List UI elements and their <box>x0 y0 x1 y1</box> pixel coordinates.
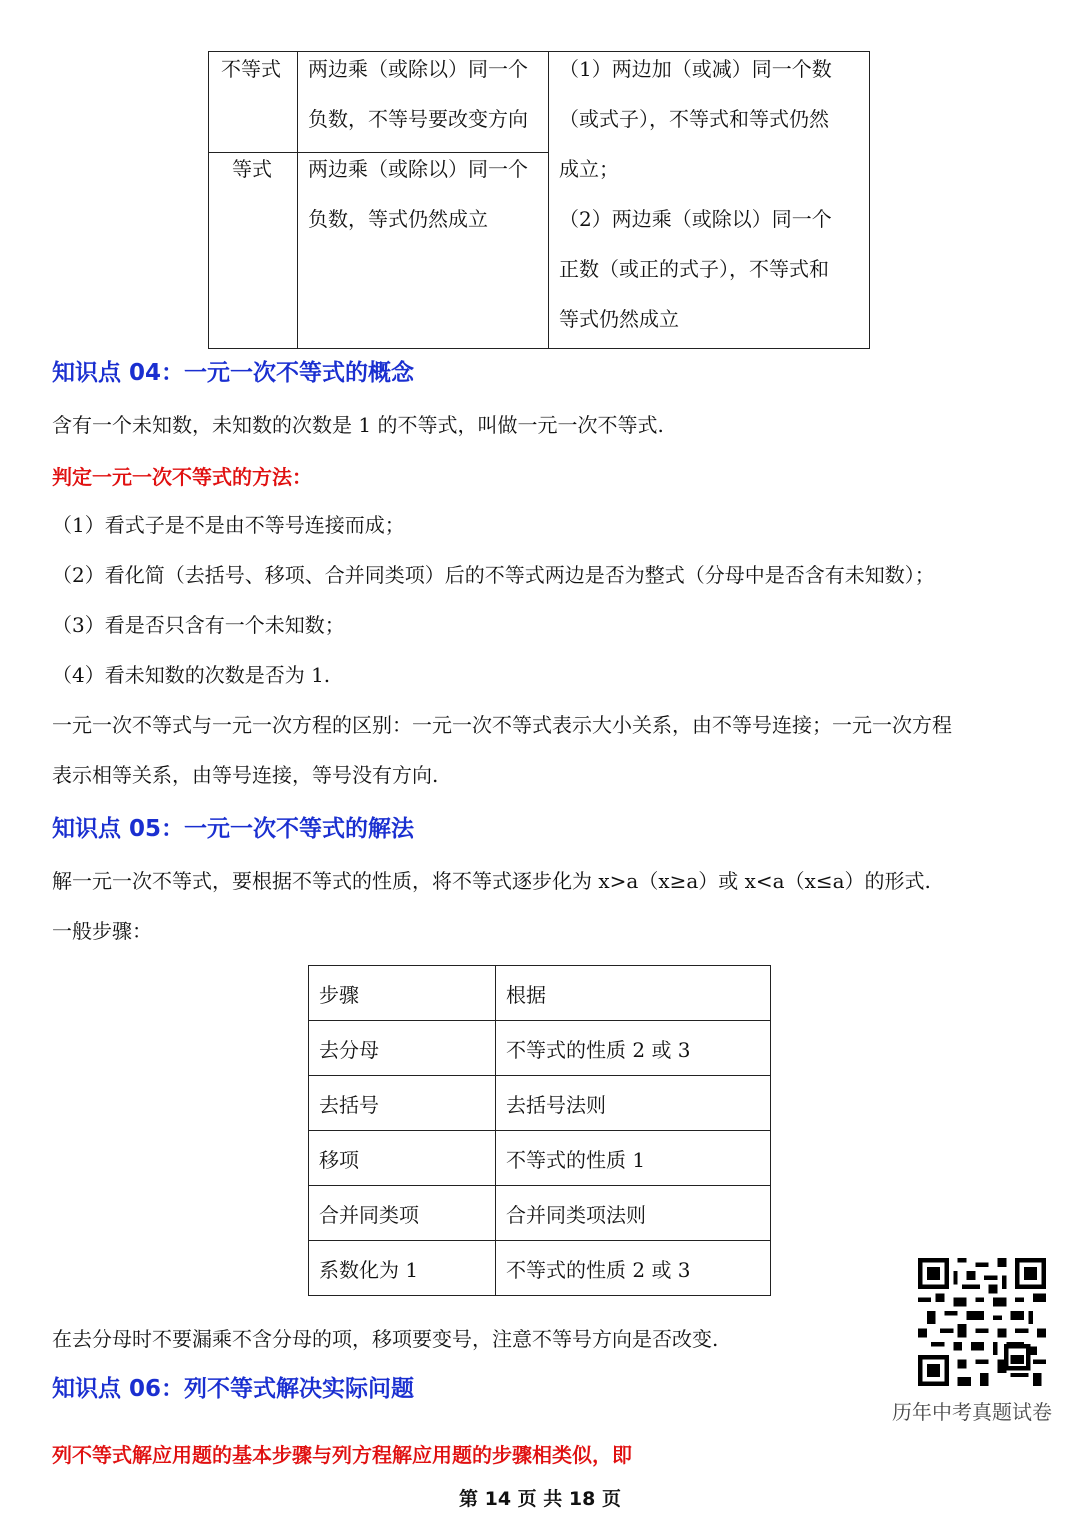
table-cell: 去括号法则 <box>496 1076 771 1131</box>
table-row <box>309 1186 771 1241</box>
table-cell: 不等式的性质 1 <box>496 1131 771 1186</box>
equation-rule-line1: 两边乘（或除以）同一个 <box>308 157 528 181</box>
table-divider <box>297 52 298 348</box>
inequality-rule-line1: 两边乘（或除以）同一个 <box>308 57 528 81</box>
shared-rule-line: （或式子），不等式和等式仍然 <box>559 107 829 131</box>
table-cell: 系数化为 1 <box>309 1241 496 1296</box>
steps-label: 一般步骤： <box>52 919 152 943</box>
table-row <box>309 1131 771 1186</box>
table-header-cell: 根据 <box>496 966 771 1021</box>
method-item: （2）看化简（去括号、移项、合并同类项）后的不等式两边是否为整式（分母中是否含有未知数）； <box>52 563 935 587</box>
shared-rule-line: （2）两边乘（或除以）同一个 <box>559 207 832 231</box>
section-06-heading: 知识点 06：列不等式解决实际问题 <box>52 1376 415 1402</box>
table-row <box>309 1076 771 1131</box>
equation-rule-line2: 负数，等式仍然成立 <box>308 207 488 231</box>
note-text: 在去分母时不要漏乘不含分母的项，移项要变号，注意不等号方向是否改变. <box>52 1327 719 1351</box>
method-title: 判定一元一次不等式的方法： <box>52 465 312 489</box>
qr-code[interactable] <box>918 1258 1046 1386</box>
table-cell: 合并同类项 <box>309 1186 496 1241</box>
row-label-inequality: 不等式 <box>221 57 281 81</box>
shared-rule-line: 成立； <box>559 157 619 181</box>
page-footer: 第 14 页 共 18 页 <box>459 1488 621 1510</box>
difference-text: 一元一次不等式与一元一次方程的区别：一元一次不等式表示大小关系，由不等号连接；一元一次方程 <box>52 713 952 737</box>
difference-text: 表示相等关系，由等号连接，等号没有方向. <box>52 763 439 787</box>
row-label-equation: 等式 <box>232 157 272 181</box>
steps-table <box>308 965 771 1296</box>
table-cell: 不等式的性质 2 或 3 <box>496 1021 771 1076</box>
table-divider <box>548 52 549 348</box>
method-item: （1）看式子是不是由不等号连接而成； <box>52 513 405 537</box>
definition-text: 含有一个未知数，未知数的次数是 1 的不等式，叫做一元一次不等式. <box>52 413 664 437</box>
table-cell: 去括号 <box>309 1076 496 1131</box>
table-cell: 不等式的性质 2 或 3 <box>496 1241 771 1296</box>
table-row <box>309 1241 771 1296</box>
comparison-table <box>208 51 870 349</box>
shared-rule-line: 等式仍然成立 <box>559 307 679 331</box>
method-item: （4）看未知数的次数是否为 1. <box>52 663 331 687</box>
shared-rule-line: （1）两边加（或减）同一个数 <box>559 57 832 81</box>
inequality-rule-line2: 负数，不等号要改变方向 <box>308 107 528 131</box>
section-05-heading: 知识点 05：一元一次不等式的解法 <box>52 816 415 842</box>
shared-rule-line: 正数（或正的式子），不等式和 <box>559 257 829 281</box>
solution-intro: 解一元一次不等式，要根据不等式的性质，将不等式逐步化为 x>a（x≥a）或 x<a（x≤a）的形式. <box>52 869 931 893</box>
section-04-heading: 知识点 04：一元一次不等式的概念 <box>52 360 415 386</box>
table-header-row <box>309 966 771 1021</box>
steps-intro-red: 列不等式解应用题的基本步骤与列方程解应用题的步骤相类似，即 <box>52 1443 632 1467</box>
method-item: （3）看是否只含有一个未知数； <box>52 613 345 637</box>
table-cell: 移项 <box>309 1131 496 1186</box>
table-header-cell: 步骤 <box>309 966 496 1021</box>
table-cell: 去分母 <box>309 1021 496 1076</box>
table-row <box>309 1021 771 1076</box>
table-cell: 合并同类项法则 <box>496 1186 771 1241</box>
qr-caption: 历年中考真题试卷 <box>892 1400 1052 1424</box>
